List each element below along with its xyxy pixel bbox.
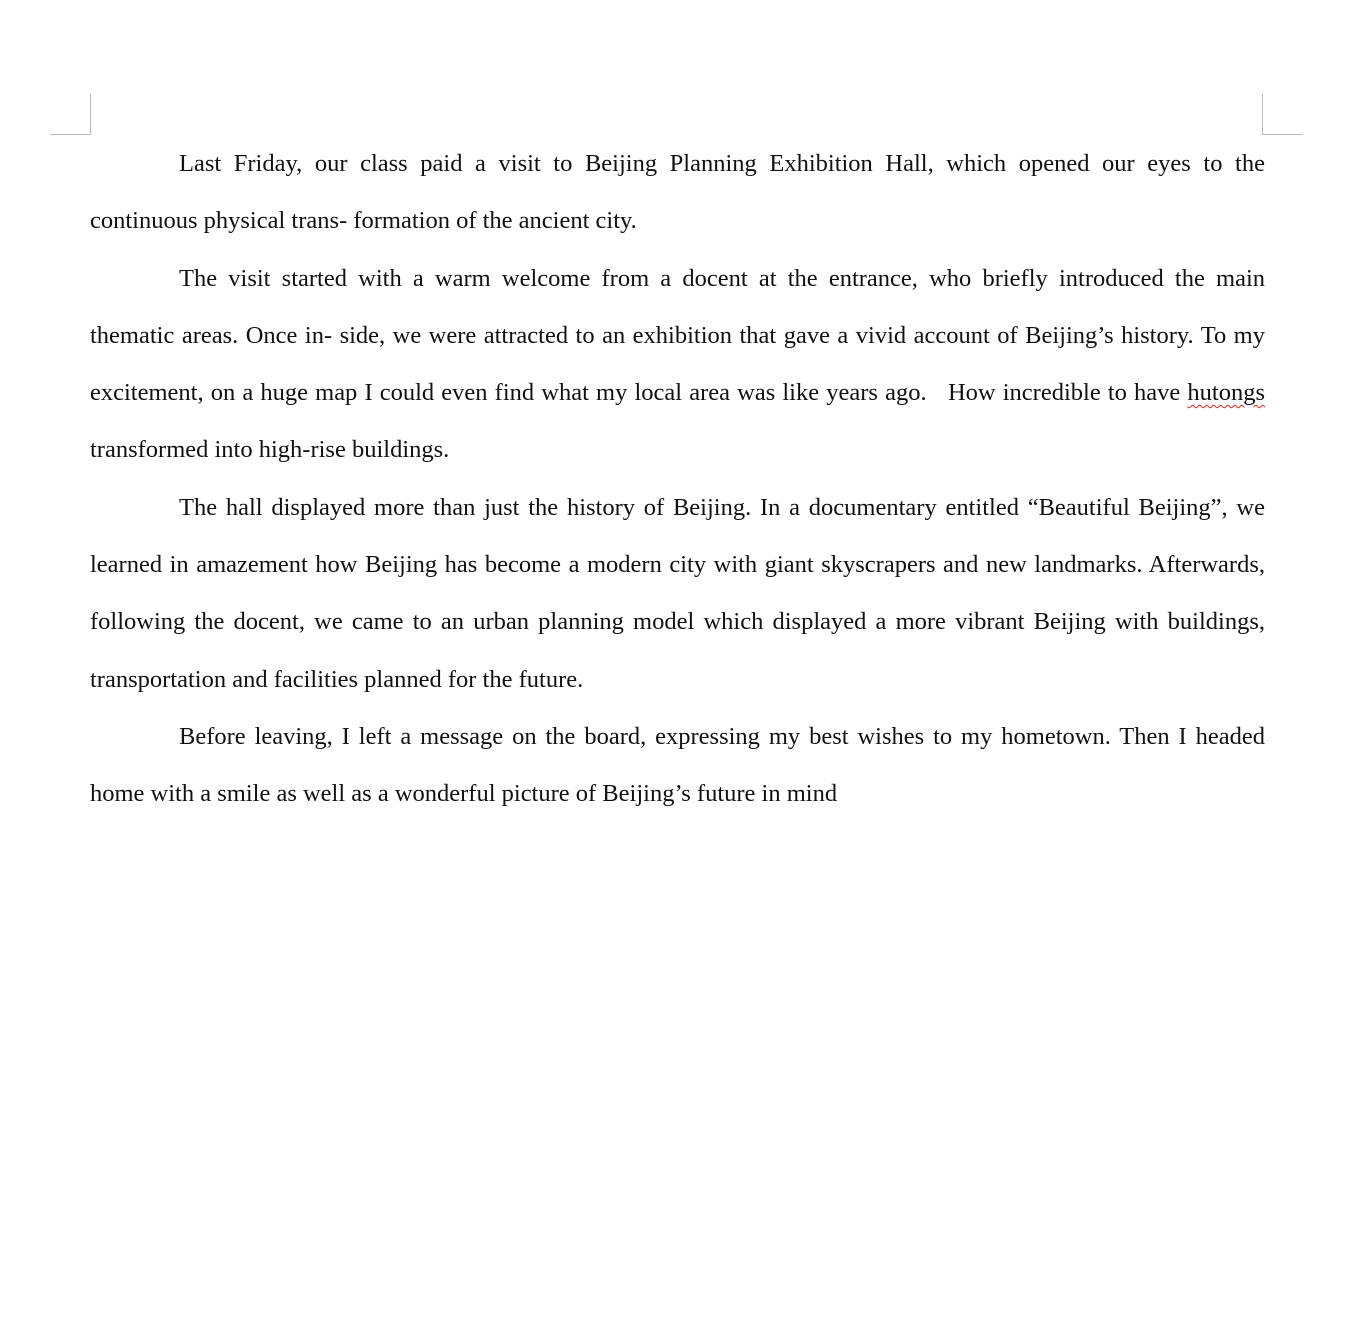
document-body[interactable]: [90, 135, 1272, 823]
paragraph-3[interactable]: [90, 479, 1265, 708]
paragraph-3-text: The hall displayed more than just the history of Beijing. In a documentary entitled “Beautiful Beijing”, we learned in amazement how Beijing has become a modern city with giant skyscrapers and new landmarks. Afterwards, following the docent, we came to an urban planning model which displayed a more vibrant Beijing with buildings, transportation and facilities planned for the future.: [90, 493, 1265, 693]
paragraph-2[interactable]: [90, 250, 1272, 479]
top-right-margin-mark: [1262, 94, 1303, 135]
paragraph-2-text: The visit started with a warm welcome from a docent at the entrance, who briefly introduced the main thematic areas. Once in- side, we were attracted to an exhibition that gave a vivid account of Beijing’s history. To my excitement, on a huge map I could even find what my local area was like years ago. How incredible to have: [90, 264, 1272, 407]
top-left-margin-mark: [50, 94, 91, 135]
paragraph-4[interactable]: [90, 708, 1265, 823]
paragraph-4-text: Before leaving, I left a message on the board, expressing my best wishes to my hometown. Then I headed home with a smile as well as a wonderful picture of Beijing’s future in mind: [90, 722, 1265, 808]
paragraph-2-text-after: transformed into high-rise buildings.: [90, 436, 450, 464]
paragraph-1-text: Last Friday, our class paid a visit to Beijing Planning Exhibition Hall, which opened our eyes to the continuous physical trans- formation of the ancient city.: [90, 150, 1265, 235]
spellcheck-flagged-word[interactable]: hutongs: [1187, 379, 1265, 407]
paragraph-1[interactable]: [90, 135, 1265, 250]
